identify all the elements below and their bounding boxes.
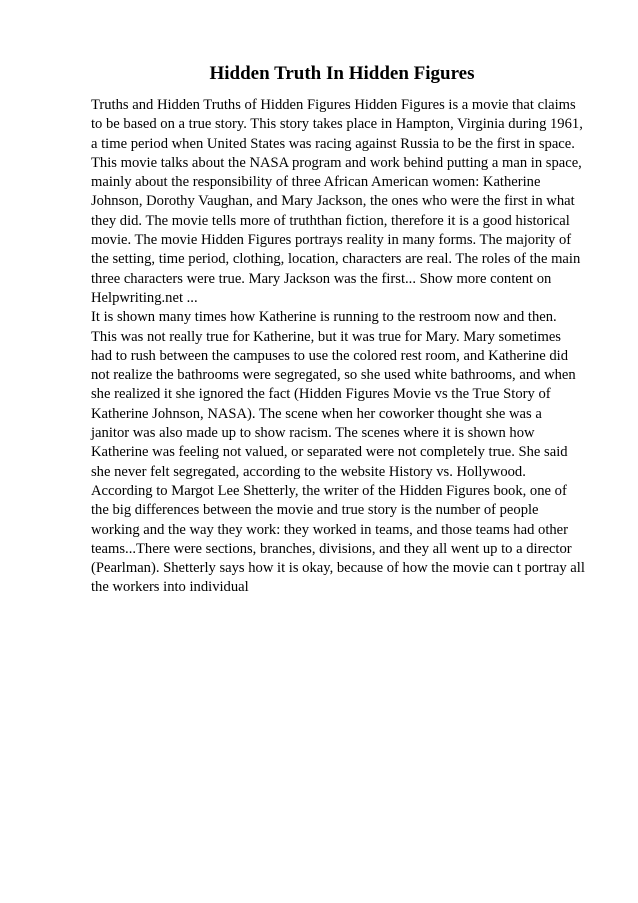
document-body — [91, 96, 591, 598]
body-line: It is shown many times how Katherine is running to the restroom now and then. — [91, 309, 557, 326]
body-line: Truths and Hidden Truths of Hidden Figures Hidden Figures is a movie that claims — [91, 97, 576, 113]
body-line: three characters were true. Mary Jackson was the first... Show more content on — [91, 270, 552, 287]
body-line: she realized it she ignored the fact (Hidden Figures Movie vs the True Story of — [91, 386, 551, 403]
body-line: the big differences between the movie and true story is the number of people — [91, 502, 539, 519]
body-line: According to Margot Lee Shetterly, the writer of the Hidden Figures book, one of — [91, 482, 567, 499]
body-line: Helpwriting.net ... — [91, 289, 198, 306]
body-line: Johnson, Dorothy Vaughan, and Mary Jackson, the ones who were the first in what — [91, 193, 575, 210]
body-line: not realize the bathrooms were segregated, so she used white bathrooms, and when — [91, 367, 576, 384]
body-line: working and the way they work: they worked in teams, and those teams had other — [91, 521, 569, 538]
body-line: a time period when United States was racing against Russia to be the first in space. — [91, 135, 575, 152]
body-line: Katherine Johnson, NASA). The scene when her coworker thought she was a — [91, 405, 542, 422]
body-line: the workers into individual — [91, 579, 249, 596]
body-line: janitor was also made up to show racism. The scenes where it is shown how — [91, 425, 535, 442]
body-line: she never felt segregated, according to the website History vs. Hollywood. — [91, 463, 526, 480]
body-line: This movie talks about the NASA program and work behind putting a man in space, — [91, 154, 582, 171]
document-title: Hidden Truth In Hidden Figures — [209, 63, 475, 84]
body-line: (Pearlman). Shetterly says how it is okay, because of how the movie can t portray all — [91, 560, 585, 577]
body-line: they did. The movie tells more of truththan fiction, therefore it is a good historical — [91, 212, 570, 229]
body-line: Katherine was feeling not valued, or separated were not completely true. She said — [91, 444, 568, 461]
body-line: mainly about the responsibility of three African American women: Katherine — [91, 174, 541, 191]
body-line: to be based on a true story. This story takes place in Hampton, Virginia during 1961, — [91, 116, 583, 133]
body-line: had to rush between the campuses to use the colored rest room, and Katherine did — [91, 347, 568, 364]
body-line: teams...There were sections, branches, divisions, and they all went up to a director — [91, 540, 572, 557]
body-line: movie. The movie Hidden Figures portrays reality in many forms. The majority of — [91, 232, 572, 249]
body-line: the setting, time period, clothing, location, characters are real. The roles of the main — [91, 251, 581, 268]
body-line: This was not really true for Katherine, but it was true for Mary. Mary sometimes — [91, 328, 561, 345]
